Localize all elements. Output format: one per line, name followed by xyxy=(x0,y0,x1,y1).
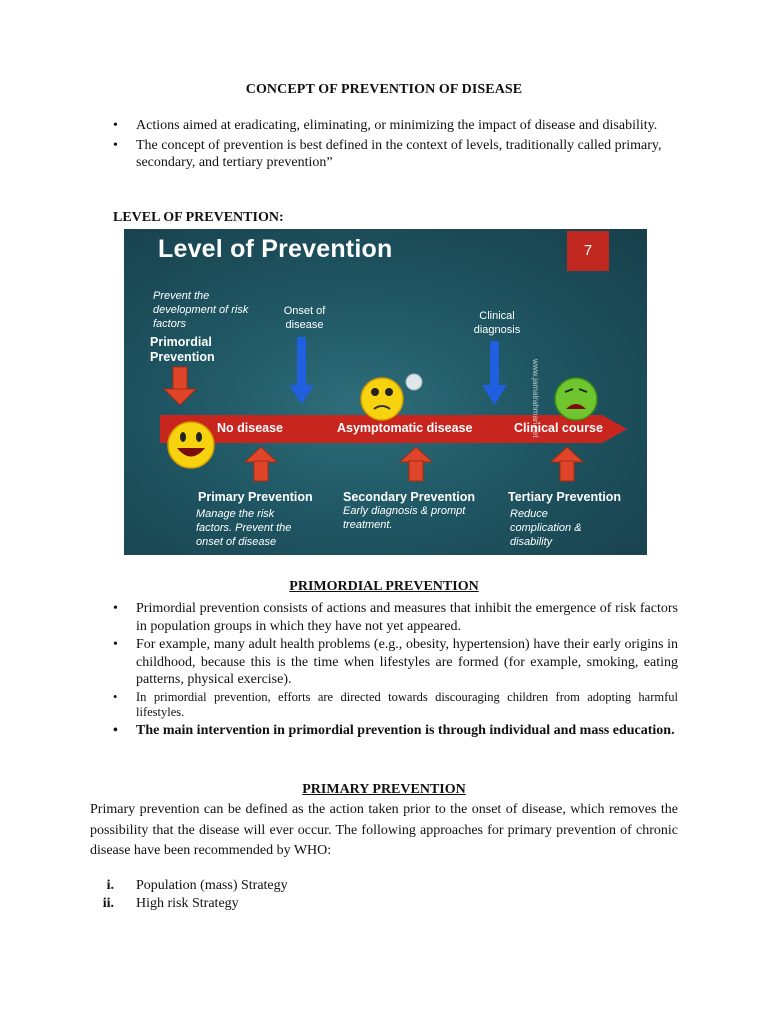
slide-number-badge: 7 xyxy=(567,231,609,271)
secondary-prevention-label: Secondary Prevention xyxy=(343,490,475,504)
primary-prevention-label: Primary Prevention xyxy=(198,490,313,504)
strategy-list xyxy=(96,877,288,912)
primary-heading: PRIMARY PREVENTION xyxy=(302,782,466,797)
primary-up-arrow xyxy=(245,447,277,481)
primary-paragraph: Primary prevention can be defined as the action taken prior to the onset of disease, which removes the possibility that the disease will ever occur. The following approaches for primary prevention of chronic disease have been recommended by WHO: xyxy=(90,802,678,858)
list-item: • Primordial prevention consists of actions and measures that inhibit the emergence of risk factors in population groups in which they have not yet appeared. xyxy=(113,601,678,634)
page-title: CONCEPT OF PREVENTION OF DISEASE xyxy=(245,82,523,97)
worried-smiley-icon xyxy=(361,374,422,420)
tertiary-up-arrow xyxy=(551,447,583,481)
sick-smiley-icon xyxy=(555,378,597,420)
website-watermark: www.jamalrahman.net xyxy=(531,359,540,438)
prevent-text: Prevent the development of risk factors xyxy=(153,290,249,330)
onset-down-arrow xyxy=(289,337,314,404)
primordial-label: Primordial Prevention xyxy=(150,335,215,364)
tertiary-prevention-label: Tertiary Prevention xyxy=(508,490,622,504)
primordial-bullet-list xyxy=(110,600,678,740)
primordial-down-arrow xyxy=(164,367,196,405)
list-item: • The main intervention in primordial prevention is through individual and mass education. xyxy=(113,722,675,738)
onset-label: Onset of disease xyxy=(283,305,326,331)
list-item: • In primordial prevention, efforts are directed towards discouraging children from adopting harmful lifestyles. xyxy=(113,689,678,719)
primary-prevention-desc: Manage the risk factors. Prevent the onset of disease xyxy=(196,508,292,548)
stage-no-disease: No disease xyxy=(217,421,284,435)
level-of-prevention-figure xyxy=(124,229,647,555)
secondary-prevention-desc: Early diagnosis & prompt treatment. xyxy=(343,505,466,531)
clinical-diagnosis-label: Clinical diagnosis xyxy=(473,310,521,336)
list-item: • The concept of prevention is best defined in the context of levels, traditionally called primary, secondary, and tertiary prevention” xyxy=(113,137,662,170)
tertiary-prevention-desc: Reduce complication & disability xyxy=(510,508,582,548)
secondary-up-arrow xyxy=(400,447,432,481)
stage-asymptomatic: Asymptomatic disease xyxy=(337,421,473,435)
list-item: i. Population (mass) Strategy xyxy=(106,878,288,893)
primordial-heading: PRIMORDIAL PREVENTION xyxy=(289,579,479,594)
level-of-prevention-heading: LEVEL OF PREVENTION: xyxy=(113,210,284,225)
stage-clinical-course: Clinical course xyxy=(514,421,603,435)
list-item: • For example, many adult health problems (e.g., obesity, hypertension) have their early origins in childhood, because this is the time when lifestyles are formed (for example, smoking, eating patterns, physical exercise). xyxy=(113,637,678,687)
happy-smiley-icon xyxy=(168,422,214,468)
list-item: ii. High risk Strategy xyxy=(102,895,239,911)
clinical-dx-down-arrow xyxy=(482,341,507,405)
figure-title: Level of Prevention xyxy=(158,235,393,263)
list-item: • Actions aimed at eradicating, eliminating, or minimizing the impact of disease and disability. xyxy=(113,118,658,133)
intro-bullet-list xyxy=(110,117,680,174)
